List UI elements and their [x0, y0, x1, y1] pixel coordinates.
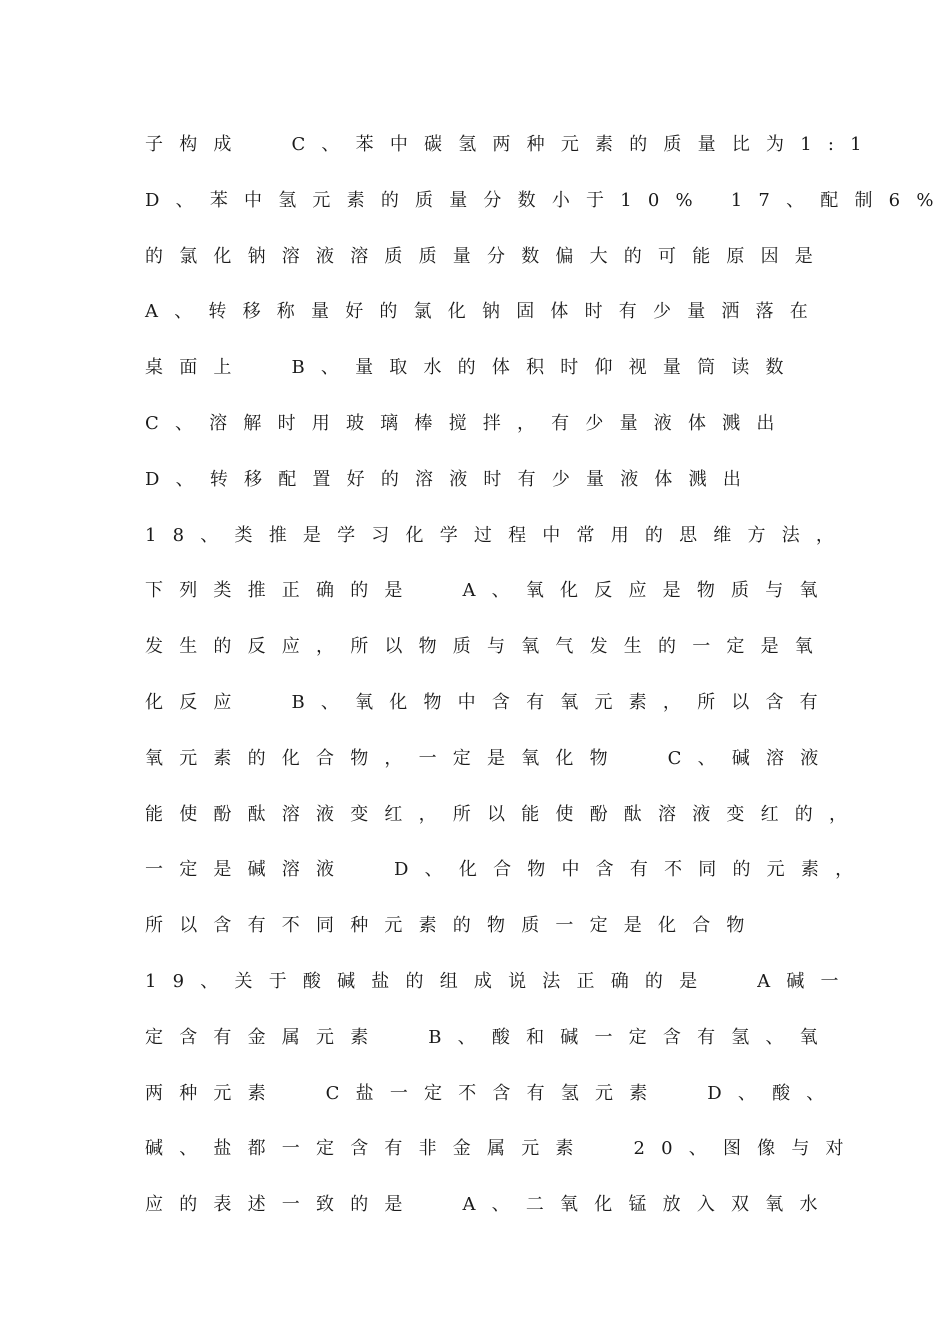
- text-line: 下列类推正确的是 A、氧化反应是物质与氧: [145, 580, 834, 602]
- text-line: 19、关于酸碱盐的组成说法正确的是 A碱一: [145, 970, 855, 992]
- text-line: 定含有金属元素 B、酸和碱一定含有氢、氧: [145, 1026, 834, 1048]
- text-line: 发生的反应，所以物质与氧气发生的一定是氧: [145, 636, 829, 658]
- text-line: 氧元素的化合物，一定是氧化物 C、碱溶液: [145, 747, 835, 769]
- text-line: 18、类推是学习化学过程中常用的思维方法，: [145, 524, 851, 546]
- text-line: A、转移称量好的氯化钠固体时有少量洒落在: [145, 301, 824, 323]
- text-line: 碱、盐都一定含有非金属元素 20、图像与对: [145, 1138, 860, 1160]
- text-line: 化反应 B、氧化物中含有氧元素，所以含有: [145, 691, 834, 713]
- text-line: 所以含有不同种元素的物质一定是化合物: [145, 915, 761, 937]
- text-line: D、转移配置好的溶液时有少量液体溅出: [145, 468, 758, 490]
- text-line: 子构成 C、苯中碳氢两种元素的质量比为1:1: [145, 134, 878, 155]
- text-line: 能使酚酞溶液变红，所以能使酚酞溶液变红的，: [145, 803, 864, 825]
- text-line: 的氯化钠溶液溶质质量分数偏大的可能原因是: [145, 245, 829, 267]
- text-line: C、溶解时用玻璃棒搅拌，有少量液体溅出: [145, 412, 791, 434]
- text-line: D、苯中氢元素的质量分数小于10% 17、配制6%: [145, 189, 950, 211]
- text-line: 桌面上 B、量取水的体积时仰视量筒读数: [145, 357, 800, 379]
- text-line: 两种元素 C盐一定不含有氢元素 D、酸、: [145, 1082, 841, 1104]
- text-line: 应的表述一致的是 A、二氧化锰放入双氧水: [145, 1194, 834, 1216]
- document-body: [145, 128, 950, 1244]
- text-line: 一定是碱溶液 D、化合物中含有不同的元素，: [145, 859, 870, 881]
